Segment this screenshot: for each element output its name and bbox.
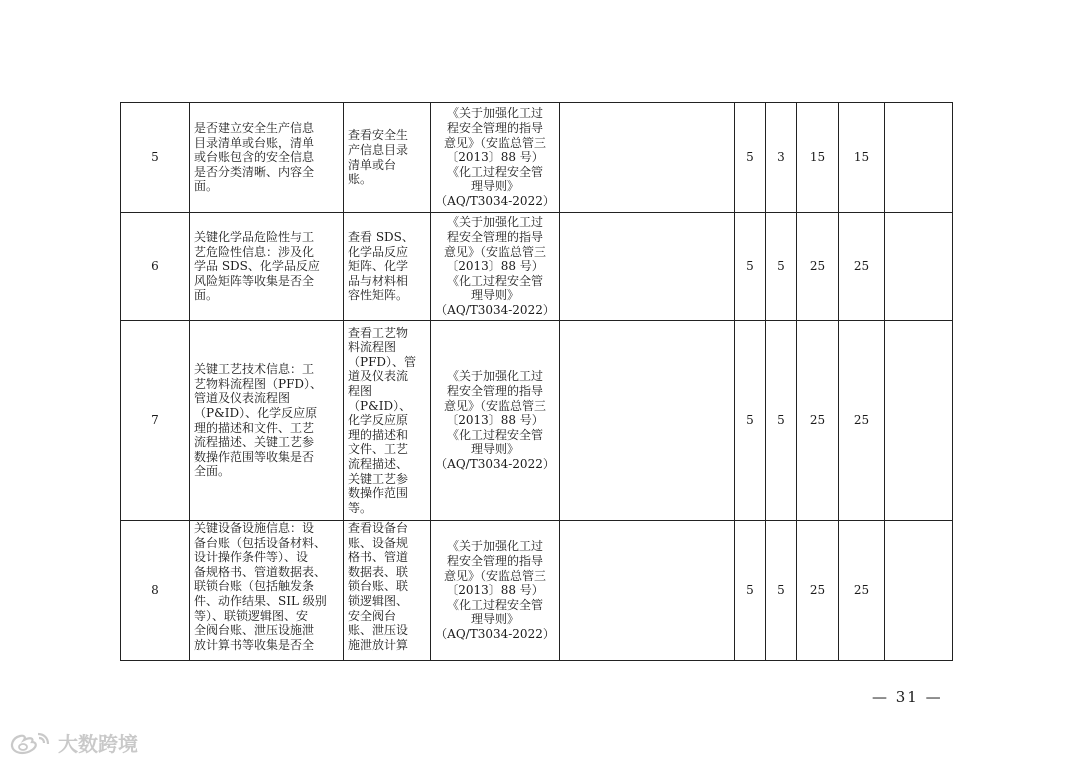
check-item-line: 关键工艺技术信息：工 (194, 362, 315, 377)
check-basis (431, 213, 560, 321)
check-item-line: 全面。 (194, 464, 231, 479)
check-method-line: 化学品反应 (348, 244, 409, 259)
check-basis-line: 理导则》 (470, 612, 519, 627)
check-method-line: 施泄放计算 (348, 637, 409, 652)
check-method-line: （P&ID）、 (348, 398, 412, 413)
check-method-line: 账。 (348, 172, 373, 187)
check-item-line: 风险矩阵等收集是否全 (194, 273, 315, 288)
check-item-line: 学品 SDS、化学品反应 (194, 259, 320, 274)
check-item (190, 213, 344, 321)
score-col-2: 5 (766, 213, 797, 321)
score-col-4: 25 (839, 213, 885, 321)
check-method-line: 文件、工艺 (348, 442, 409, 457)
check-method-line: 程图 (348, 384, 373, 399)
table-row (121, 521, 953, 661)
check-item-line: 等）、联锁逻辑图、安 (194, 608, 309, 623)
check-item-line: 管道及仪表流程图 (194, 391, 291, 406)
check-method-line: 容性矩阵。 (348, 288, 409, 303)
check-method-line: 理的描述和 (348, 427, 409, 442)
score-col-4: 15 (839, 103, 885, 213)
check-basis-line: 《关于加强化工过 (446, 215, 543, 230)
score-col-1: 5 (735, 521, 766, 661)
check-basis-line: （AQ/T3034-2022） (435, 302, 555, 317)
check-basis-line: 程安全管理的指导 (446, 384, 543, 399)
check-method-line: 查看安全生 (348, 128, 409, 143)
check-item-line: 流程描述、关键工艺参 (194, 435, 315, 450)
check-basis-line: 程安全管理的指导 (446, 230, 543, 245)
check-item-line: （P&ID）、化学反应原 (194, 405, 318, 420)
check-basis-line: 〔2013〕88 号） (446, 150, 544, 165)
check-method-line: 清单或台 (348, 157, 397, 172)
check-basis-line: 意见》（安监总管三 (443, 568, 546, 583)
check-basis (431, 521, 560, 661)
check-item (190, 103, 344, 213)
score-col-4: 25 (839, 321, 885, 521)
score-col-3: 25 (797, 521, 839, 661)
check-item-line: 是否建立安全生产信息 (194, 121, 315, 136)
check-item-line: 或台账包含的安全信息 (194, 150, 315, 165)
check-item-line: 关键化学品危险性与工 (194, 230, 315, 245)
check-item-line: 目录清单或台账，清单 (194, 135, 315, 150)
check-basis-line: 理导则》 (470, 179, 519, 194)
result-cell (560, 521, 735, 661)
check-method-line: 数操作范围 (348, 486, 409, 501)
score-col-2: 5 (766, 521, 797, 661)
check-item-line: 数操作范围等收集是否 (194, 449, 315, 464)
check-basis-line: 《化工过程安全管 (446, 597, 543, 612)
check-method-line: 锁台账、联 (348, 579, 409, 594)
check-item-line: 理的描述和文件、工艺 (194, 420, 315, 435)
check-method (344, 213, 431, 321)
audit-table (120, 102, 953, 661)
check-item-line: 设计操作条件等）、设 (194, 550, 309, 565)
check-method-line: 查看工艺物 (348, 325, 409, 340)
check-basis-line: 程安全管理的指导 (446, 554, 543, 569)
check-basis-line: 意见》（安监总管三 (443, 398, 546, 413)
check-method-line: 锁逻辑图、 (348, 593, 409, 608)
row-number: 7 (121, 321, 190, 521)
check-method (344, 521, 431, 661)
weibo-logo-icon (8, 730, 54, 756)
check-method-line: 品与材料相 (348, 273, 409, 288)
check-method-line: 流程描述、 (348, 456, 409, 471)
check-item-line: 全阀台账、泄压设施泄 (194, 623, 315, 638)
check-item-line: 备规格书、管道数据表、 (194, 564, 327, 579)
check-method-line: 账、泄压设 (348, 623, 409, 638)
check-basis-line: （AQ/T3034-2022） (435, 456, 555, 471)
check-basis-line: 《关于加强化工过 (446, 106, 543, 121)
table-row (121, 103, 953, 213)
check-method-line: 查看 SDS、 (348, 230, 414, 245)
check-item-line: 艺物料流程图（PFD）、 (194, 376, 323, 391)
check-basis-line: 〔2013〕88 号） (446, 413, 544, 428)
score-col-1: 5 (735, 321, 766, 521)
check-basis-line: （AQ/T3034-2022） (435, 193, 555, 208)
check-method (344, 103, 431, 213)
check-method-line: 数据表、联 (348, 564, 409, 579)
check-item-line: 艺危险性信息：涉及化 (194, 244, 315, 259)
score-col-3: 15 (797, 103, 839, 213)
score-col-3: 25 (797, 321, 839, 521)
check-basis (431, 321, 560, 521)
check-item-line: 件、动作结果、SIL 级别 (194, 593, 327, 608)
score-col-2: 5 (766, 321, 797, 521)
check-method-line: 关键工艺参 (348, 471, 409, 486)
score-col-2: 3 (766, 103, 797, 213)
check-method-line: 道及仪表流 (348, 369, 409, 384)
row-number: 6 (121, 213, 190, 321)
watermark (8, 728, 138, 757)
check-basis-line: 《关于加强化工过 (446, 369, 543, 384)
result-cell (560, 321, 735, 521)
check-item-line: 面。 (194, 179, 219, 194)
check-item-line: 面。 (194, 288, 219, 303)
check-basis-line: 《化工过程安全管 (446, 164, 543, 179)
score-col-1: 5 (735, 213, 766, 321)
remark-cell (885, 103, 953, 213)
check-item-line: 放计算书等收集是否全 (194, 637, 315, 652)
check-basis-line: 程安全管理的指导 (446, 121, 543, 136)
check-item-line: 备台账（包括设备材料、 (194, 535, 327, 550)
check-item-line: 关键设备设施信息：设 (194, 521, 315, 535)
check-method-line: 料流程图 (348, 340, 397, 355)
check-method-line: 等。 (348, 500, 373, 515)
check-method-line: （PFD）、管 (348, 354, 417, 369)
row-number: 5 (121, 103, 190, 213)
check-item-line: 是否分类清晰、内容全 (194, 164, 315, 179)
check-item-line: 联锁台账（包括触发条 (194, 579, 315, 594)
check-method-line: 产信息目录 (348, 142, 409, 157)
check-basis-line: 理导则》 (470, 442, 519, 457)
check-method-line: 安全阀台 (348, 608, 397, 623)
check-basis-line: 《化工过程安全管 (446, 427, 543, 442)
check-basis-line: 〔2013〕88 号） (446, 259, 544, 274)
score-col-3: 25 (797, 213, 839, 321)
row-number: 8 (121, 521, 190, 661)
remark-cell (885, 213, 953, 321)
check-method-line: 格书、管道 (348, 550, 409, 565)
result-cell (560, 103, 735, 213)
watermark-text: 大数跨境 (58, 732, 138, 756)
score-col-1: 5 (735, 103, 766, 213)
check-method (344, 321, 431, 521)
check-basis-line: 《化工过程安全管 (446, 273, 543, 288)
check-item (190, 321, 344, 521)
check-item (190, 521, 344, 661)
check-method-line: 化学反应原 (348, 413, 409, 428)
check-method-line: 查看设备台 (348, 521, 409, 535)
check-method-line: 矩阵、化学 (348, 259, 409, 274)
check-basis-line: （AQ/T3034-2022） (435, 626, 555, 641)
check-basis-line: 《关于加强化工过 (446, 539, 543, 554)
result-cell (560, 213, 735, 321)
remark-cell (885, 321, 953, 521)
check-basis-line: 意见》（安监总管三 (443, 244, 546, 259)
check-basis-line: 〔2013〕88 号） (446, 583, 544, 598)
remark-cell (885, 521, 953, 661)
check-basis-line: 理导则》 (470, 288, 519, 303)
check-basis-line: 意见》（安监总管三 (443, 135, 546, 150)
check-basis (431, 103, 560, 213)
table-row (121, 321, 953, 521)
check-method-line: 账、设备规 (348, 535, 409, 550)
score-col-4: 25 (839, 521, 885, 661)
table-row (121, 213, 953, 321)
page-number: — 31 — (872, 688, 943, 706)
